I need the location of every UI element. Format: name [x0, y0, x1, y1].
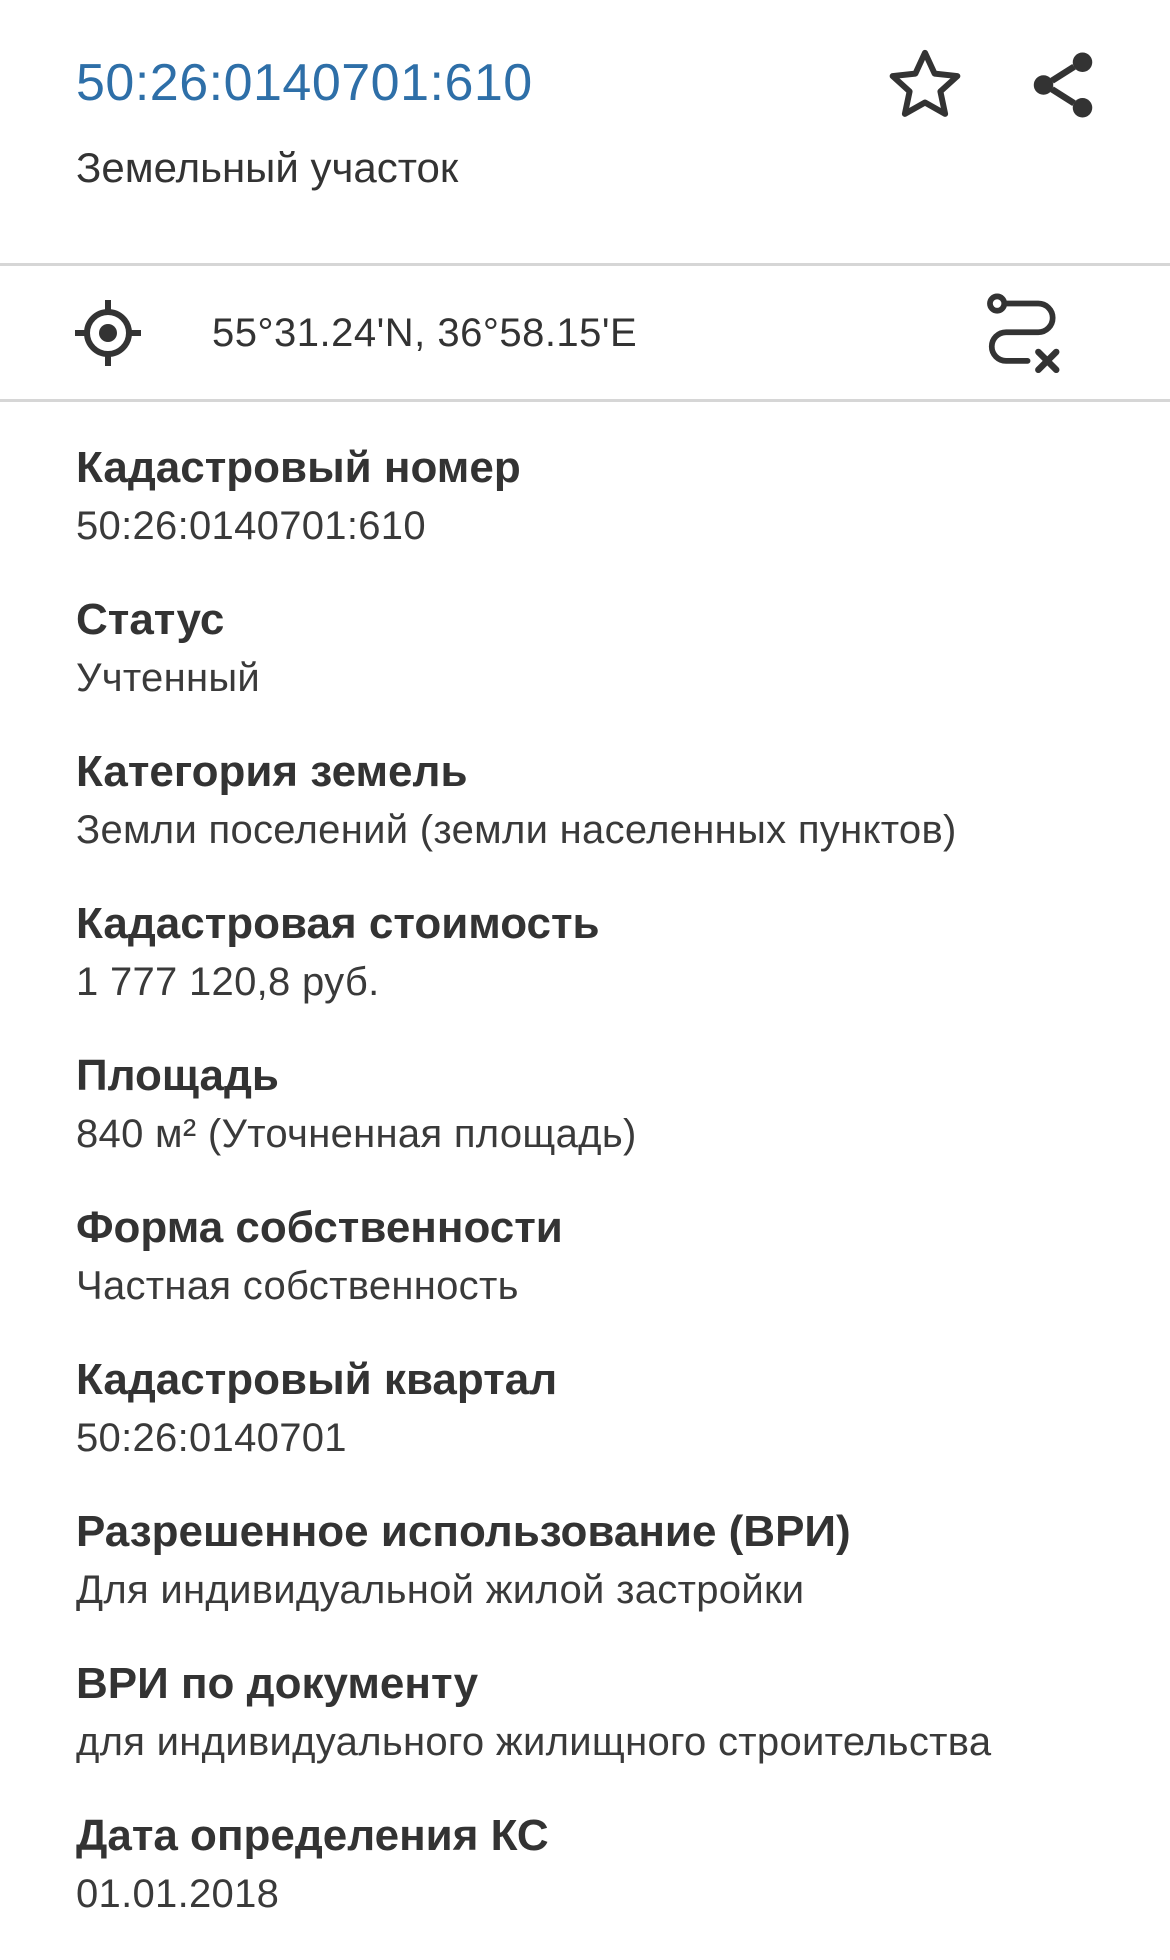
field-value: 50:26:0140701:610 [76, 504, 426, 548]
share-button[interactable] [1018, 40, 1108, 130]
route-button[interactable] [976, 289, 1072, 379]
field-value[interactable]: 50:26:0140701 [76, 1416, 347, 1460]
field-cadastral-value [76, 896, 1136, 1048]
object-type-subtitle: Земельный участок [76, 144, 459, 191]
coordinates-text[interactable]: 55°31.24'N, 36°58.15'E [212, 311, 638, 355]
field-cadastral-quarter [76, 1352, 1136, 1504]
coordinates-row [0, 267, 1170, 399]
field-value: 1 777 120,8 руб. [76, 960, 380, 1004]
header-divider [0, 263, 1170, 266]
field-ownership-form [76, 1200, 1136, 1352]
field-label: Категория земель [76, 747, 468, 796]
field-value: для индивидуального жилищного строительства [76, 1720, 992, 1764]
field-value: Учтенный [76, 656, 261, 700]
field-label: Дата определения КС [76, 1811, 549, 1860]
field-label: Кадастровый квартал [76, 1355, 558, 1404]
crosshair-icon [72, 297, 144, 369]
field-status [76, 592, 1136, 744]
star-outline-icon [883, 43, 967, 127]
field-cadastral-number [76, 440, 1136, 592]
field-area [76, 1048, 1136, 1200]
route-clear-icon [981, 291, 1067, 377]
field-value: 01.01.2018 [76, 1872, 280, 1916]
field-value: Земли поселений (земли населенных пунктов) [76, 808, 957, 852]
locate-button[interactable] [68, 293, 148, 373]
cadastral-number-title[interactable]: 50:26:0140701:610 [76, 54, 533, 112]
field-label: Кадастровая стоимость [76, 899, 600, 948]
object-header [0, 0, 1170, 264]
share-icon [1024, 46, 1102, 124]
field-permitted-use-by-document [76, 1656, 1136, 1808]
field-permitted-use [76, 1504, 1136, 1656]
field-label: Площадь [76, 1051, 279, 1100]
field-label: ВРИ по документу [76, 1659, 479, 1708]
property-fields [76, 440, 1136, 1960]
field-land-category [76, 744, 1136, 896]
favorite-button[interactable] [880, 40, 970, 130]
field-label: Кадастровый номер [76, 443, 521, 492]
field-value: Частная собственность [76, 1264, 519, 1308]
field-label: Разрешенное использование (ВРИ) [76, 1507, 851, 1556]
coordinates-divider [0, 399, 1170, 402]
field-label: Статус [76, 595, 225, 644]
field-value: Для индивидуальной жилой застройки [76, 1568, 805, 1612]
field-valuation-date [76, 1808, 1136, 1960]
field-label: Форма собственности [76, 1203, 563, 1252]
field-value: 840 м² (Уточненная площадь) [76, 1112, 637, 1156]
